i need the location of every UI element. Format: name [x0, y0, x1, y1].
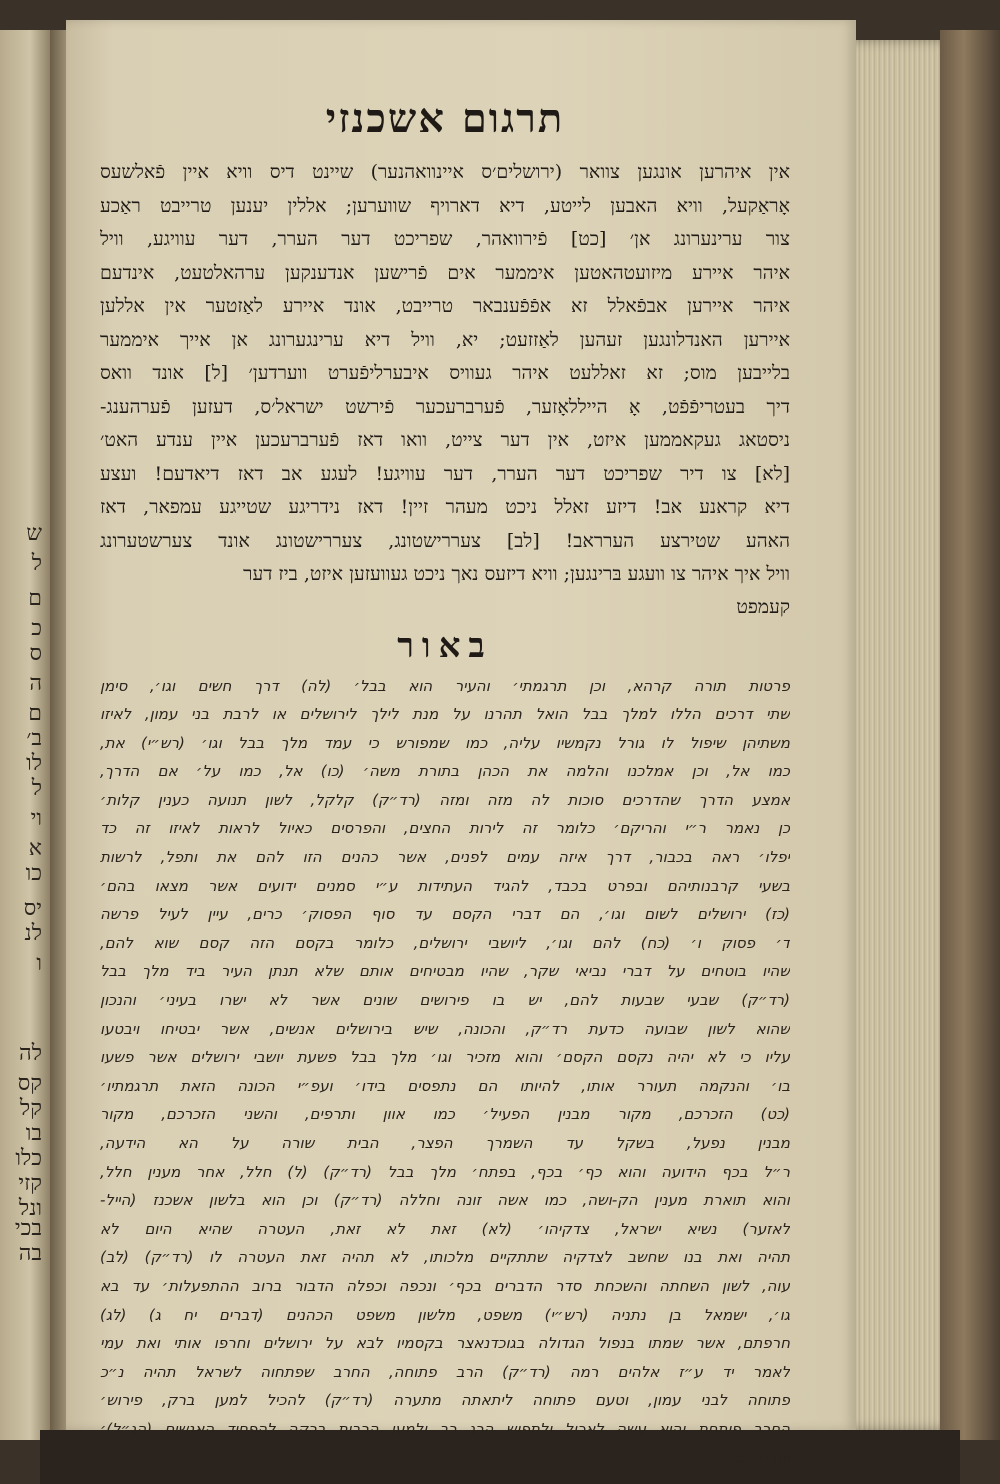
- left-page-fragment: בו: [25, 1121, 42, 1146]
- left-page-fragment: ש: [26, 521, 42, 546]
- commentary-line: בו׳ והנקמה תעורר אותו, להיותו הם נתפסים בידו׳ ועפ״י הכונה הזאת תרגמתיו׳: [100, 1076, 790, 1095]
- commentary-line: (כז) ירושלים לשום וגו׳, הם דברי הקסם עד סוף הפסוק׳ כרים, עיין לעיל פרשה: [100, 905, 790, 924]
- left-page-fragment: בה: [18, 1241, 42, 1266]
- left-page-fragment: כ: [31, 616, 42, 641]
- left-page-fragment: קל: [19, 1096, 42, 1121]
- translation-line: איהר איירע מיזועטהאטען איממער אים פֿרישען אנדענקען ערהאלטעט, אינדעם: [100, 261, 790, 284]
- commentary-line: שתי דרכים הללו למלך בבל הואל תהרנו על מנת לילך לירושלים או לרבת בני עמון, לאיזו: [100, 705, 790, 724]
- left-page-fragment: ו: [36, 951, 42, 976]
- book-cover-edge: [940, 30, 1000, 1440]
- commentary-line: לאמר יד ע״ז אלהים רמה (רד״ק) הרב פתוחה, החרב שפתחוה לשראל תהיה נ״כ: [100, 1362, 790, 1381]
- translation-line: איהר איירען אבפֿאלל זא אפֿפֿענבאר טרייבט, אונד איירע לאַזטער אין אללען: [100, 295, 790, 317]
- commentary-line: ד׳ פסוק ו׳ (כח) להם וגו׳, ליושבי ירושלים, כלומר בקסם הזה קסם שוא להם,: [100, 933, 790, 952]
- left-page-fragment: קזי: [18, 1171, 42, 1196]
- left-page-fragment: ל: [31, 551, 42, 576]
- commentary-line: גו׳, ישמאל בן נתניה (רש״י) משפט, מלשון משפט הכהנים (דברים יח ג) (לג): [100, 1305, 790, 1324]
- commentary-heading: באור: [397, 625, 493, 666]
- left-page-fragment: כו: [25, 861, 42, 886]
- commentary-line: לאזער) נשיא ישראל, צדקיהו׳ (לא) זאת לא זאת, העטרה שהיא היום לא: [100, 1219, 790, 1238]
- left-page-fragment: ס: [29, 641, 42, 666]
- translation-block: [100, 156, 790, 592]
- left-page-fragment: ם: [28, 586, 42, 611]
- left-page-fragment: בכי: [14, 1216, 42, 1241]
- left-page-fragment: ל: [31, 776, 42, 801]
- commentary-line: ר״ל בכף הידועה והוא כף׳ בכף, בפתח׳ מלך בבל (רד״ק) (ל) חלל, אחר מענין חלל,: [100, 1162, 790, 1181]
- left-page-fragment: ונל: [18, 1196, 42, 1221]
- left-page-fragment: לו: [26, 751, 42, 776]
- commentary-block: [100, 672, 790, 1473]
- left-page-fragment: ב׳: [26, 726, 42, 751]
- translation-tail: קעמפט: [736, 595, 790, 618]
- left-page-fragment: א: [28, 836, 42, 861]
- commentary-line: פתוחה לבני עמון, וטעם פתוחה ליתאתה מתערה (רד״ק) להכיל למען ברק, פירוש׳: [100, 1391, 790, 1410]
- commentary-line: החרב פותחת והיא עשה לאכול ולתפוש הרג רב ולמען הרבות ברקה להפחיד האנשים (הג״ל)׳: [100, 1419, 790, 1438]
- commentary-line: עליו כי לא יהיה נקסם הקסם׳ והוא מזכיר וגו׳ מלך בבל פשעת יושבי ירושלים אשר פשעו: [100, 1048, 790, 1067]
- page-content: [100, 95, 790, 1472]
- commentary-line: עוה, לשון השחתה והשכחת סדר הדברים בכף׳ ונכפה וכפלה הדבור ברוב ההתפעלות׳ עד בא: [100, 1276, 790, 1295]
- translation-line: איירען האנדלונגען זעהען לאַזזעט; יא, וויל דיא ערינגערונג אן אייך איממער: [100, 328, 790, 351]
- left-page-fragment: לנ: [24, 921, 42, 946]
- commentary-line: אמצע הדרך שהדרכים סוכות לה מזה ומזה (רד״ק) קלקל, לשון תנועה כענין קלות׳: [100, 790, 790, 809]
- left-page-fragment: ם: [28, 701, 42, 726]
- commentary-line: שהוא לשון שבועה כדעת רד״ק, והכונה, שיש בירושלים אנשים, אשר יבטיחו ויבטעו: [100, 1019, 790, 1038]
- translation-line: דיך בעטריפֿפֿט, אָ הייללאָזער, פֿערברעכער פֿירשט ישראל׳ס, דעזען פֿערהענג-: [100, 395, 790, 418]
- translation-line: אין איהרען אונגען צוואר (ירושלים׳ס איינוואהנער) שיינט דיס וויא איין פֿאלשעס: [100, 161, 790, 183]
- left-page-fragment: וי: [30, 806, 42, 831]
- left-page-fragment: ה: [29, 671, 42, 696]
- left-page-fragment: יס: [23, 896, 42, 921]
- left-page-margin: [0, 30, 52, 1440]
- commentary-line: כן נאמר ר״י והריקם׳ כלומר זה לירות החצים, והפרסים כאיול לראות לאיזו זה כד: [100, 819, 790, 838]
- left-page-fragment: כלו: [15, 1146, 42, 1171]
- commentary-line: ופרי״קס: [734, 1448, 790, 1467]
- commentary-line: משתיהן שיפול לו גורל נקמשיו עליה, כמו שמפורש כי עמד מלך בבל וגו׳ (רש״י) את,: [100, 733, 790, 752]
- translation-line: וויל איך איהר צו וועגע בּרינגען; וויא דיזעס נאך ניכט געוועזען איזט, ביז דער: [243, 563, 790, 585]
- translation-line: אָראַקעל, וויא האבען לייטע, דיא דארויף שווערען; אללין יענען טרייבט ראַכע: [100, 194, 790, 217]
- translation-line: [לא] צו דיר שפריכט דער הערר, דער עוויגע! לעגע אב דאז דיאדעם! ועצע: [100, 462, 790, 485]
- commentary-line: והוא תוארת מענין הק-ושה, כמו אשה זונה וחללה (רד״ק) וכן הוא בלשון אשכנז (הייל-: [100, 1191, 790, 1210]
- translation-line: צור ערינערונג אן׳ [כט] פֿירוואהר, שפריכט דער הערר, דער עוויגע, וויל: [100, 228, 790, 250]
- translation-line: האהע שטירצע הערראב! [לב] צעררישטונג, צעררישטונג אונד צערשטערונג: [100, 529, 790, 552]
- commentary-line: (רד״ק) שבעי שבעות להם, יש בו פירושים שונים אשר לא ישרו בעיני׳ והנכון: [100, 991, 790, 1010]
- left-page-fragment: לה: [19, 1041, 42, 1066]
- commentary-line: תהיה ואת בנו שחשב לצדקיה שתתקיים מלכותו, לא תהיה זאת העטרה לו (רד״ק) (לב): [100, 1248, 790, 1267]
- commentary-line: בשעי קרבנותיהם ובפרט בכבד, להגיד העתידות ע״י סמנים ידועים אשר מצאו בהם׳: [100, 876, 790, 895]
- translation-line: דיא קראנע אב! דיזע זאלל ניכט מעהר זיין! דאז נידריגע שטייגע עמפאר, דאז: [100, 496, 790, 518]
- left-page-fragment: קס: [17, 1071, 42, 1096]
- commentary-line: פרטות תורה קרהא, וכן תרגמתי׳ והעיר הוא בבל׳ (לה) דרך חשים וגו׳, סימן: [100, 676, 790, 695]
- page-title: תרגום אשכנזי: [325, 95, 565, 142]
- commentary-line: יפלו׳ ראה בכבור, דרך איזה עמים לפנים, אשר כהנים הזו להם את ותפל, לרשות: [100, 848, 790, 867]
- commentary-line: (כט) הזכרכם, מקור מבנין הפעיל׳ כמו אוון ותרפים, והשני הזכרכם, מקור: [100, 1105, 790, 1124]
- translation-line: בלייבען מוס; זא זאללעט איהר געוויס איבערליפֿערט ווערדען׳ [ל] אונד וואס: [100, 362, 790, 384]
- commentary-line: כמו אל, וכן אמלכנו והלמה את הכהן בתורת משה׳ (כו) אל, כמו על׳ אם הדרך,: [100, 762, 790, 781]
- translation-line: ניסטאג געקאממען איזט, אין דער צייט, וואו דאז פֿערברעכען איין ענדע האט׳: [100, 429, 790, 451]
- commentary-line: שהיו בוטחים על דברי נביאי שקר, שהיו מבטיחים אותם שלא תנתן העיר ביד מלך בבל: [100, 962, 790, 981]
- commentary-line: חרפתם, אשר שמתו בנפול הגדולה בגוכדנאצר בקסמיו לבא על ירושלים וחרפו אותי ואת עמי: [100, 1334, 790, 1353]
- commentary-line: מבנין נפעל, בשקל עד השמרך הפצר, הבית שורה על הא הידעה,: [100, 1134, 790, 1152]
